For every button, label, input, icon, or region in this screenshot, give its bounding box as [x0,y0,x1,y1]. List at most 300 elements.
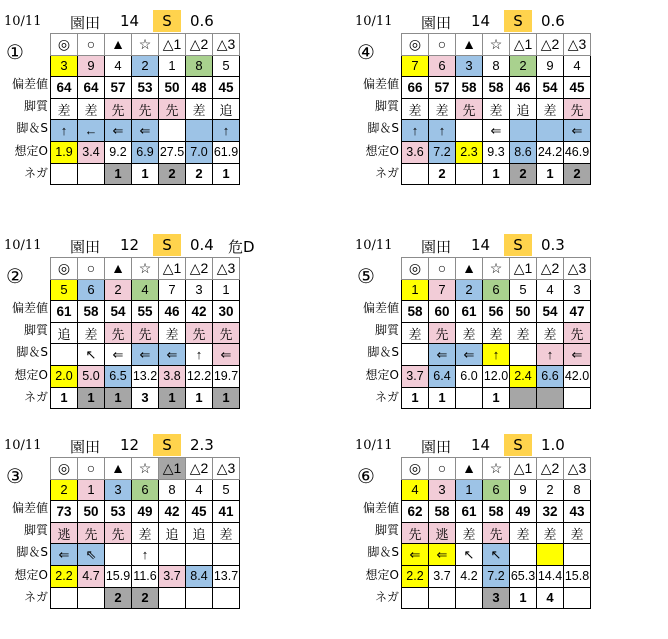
nega-cell [456,587,483,609]
row-label: 想定O [14,367,48,382]
odds-cell: 15.9 [105,565,132,587]
style-cell: 差 [537,522,564,544]
horse-number-cell: 8 [186,55,213,77]
horse-number-cell: 4 [537,279,564,301]
symbol-cell: ○ [429,258,456,280]
style-cell: 差 [510,322,537,344]
horse-number-cell: 5 [51,279,78,301]
table-row [402,120,591,142]
row-label: 脚＆S [16,545,48,560]
odds-cell: 61.9 [213,141,240,163]
symbol-cell: ▲ [105,34,132,56]
deviation-cell: 61 [51,301,78,323]
horse-number-cell: 4 [132,279,159,301]
venue-name: 園田 [421,14,452,32]
horse-number-cell: 6 [78,279,105,301]
odds-cell: 2.2 [51,565,78,587]
row-label: 偏差値 [11,501,48,515]
race-index: ④ [357,40,375,64]
deviation-cell: 50 [510,301,537,323]
horse-number-cell: 3 [564,279,591,301]
deviation-cell: 64 [51,77,78,99]
odds-cell: 8.6 [510,141,537,163]
odds-cell: 9.2 [105,141,132,163]
race-date: 10/11 [355,14,393,29]
style-cell: 差 [537,322,564,344]
horse-number-cell: 5 [213,479,240,501]
style-cell: 差 [564,522,591,544]
nega-cell [78,163,105,185]
nega-cell [78,587,105,609]
horse-number-cell: 9 [537,55,564,77]
table-row [402,458,591,480]
style-cell: 差 [51,98,78,120]
style-cell: 追 [51,322,78,344]
symbol-cell: △1 [510,258,537,280]
table-row [51,98,240,120]
s-badge: S [153,434,181,456]
deviation-cell: 41 [213,501,240,523]
style-cell: 差 [186,98,213,120]
race-header [351,8,651,32]
odds-cell: 8.4 [186,565,213,587]
horse-number-cell: 2 [51,479,78,501]
deviation-cell: 54 [537,301,564,323]
table-row [402,279,591,301]
style-cell: 先 [456,98,483,120]
table-row [51,522,240,544]
table-row [402,322,591,344]
race-date: 10/11 [355,438,393,453]
leg-s-cell: ⇐ [105,344,132,366]
leg-s-cell: ↖ [456,544,483,566]
symbol-cell: ▲ [456,258,483,280]
horse-number-cell: 2 [510,55,537,77]
style-cell: 差 [132,522,159,544]
nega-cell: 1 [78,387,105,409]
leg-s-cell: ⇐ [132,120,159,142]
horse-number-cell: 4 [105,55,132,77]
table-row [402,565,591,587]
horse-number-cell: 1 [159,55,186,77]
row-label: 脚質 [374,323,399,338]
horse-number-cell: 1 [213,279,240,301]
leg-s-cell: ⇐ [132,344,159,366]
leg-s-cell: ↖ [78,344,105,366]
deviation-cell: 57 [105,77,132,99]
table-row [51,501,240,523]
symbol-cell: △3 [213,458,240,480]
symbol-cell: △1 [510,458,537,480]
nega-cell [51,163,78,185]
leg-s-cell [213,544,240,566]
table-row [51,479,240,501]
table-row [51,458,240,480]
nega-cell: 1 [483,163,510,185]
nega-cell: 1 [537,163,564,185]
style-cell: 逃 [51,522,78,544]
s-value: 0.3 [541,236,565,254]
race-number: 12 [120,436,140,454]
nega-cell [186,587,213,609]
table-row [51,322,240,344]
leg-s-cell: ⇐ [564,120,591,142]
nega-cell [402,163,429,185]
row-label: 偏差値 [362,301,399,315]
race-index: ① [6,40,24,64]
nega-cell: 2 [429,163,456,185]
table-row [51,387,240,409]
table-row [402,77,591,99]
nega-cell: 1 [213,163,240,185]
style-cell: 差 [159,322,186,344]
symbol-cell: ☆ [132,458,159,480]
style-cell: 先 [213,322,240,344]
race-number: 12 [120,236,140,254]
row-label: 偏差値 [11,77,48,91]
style-cell: 先 [186,322,213,344]
odds-cell: 1.9 [51,141,78,163]
deviation-cell: 53 [132,77,159,99]
leg-s-cell [537,120,564,142]
s-badge: S [504,434,532,456]
deviation-cell: 55 [132,301,159,323]
table-row [402,34,591,56]
leg-s-cell: ⇐ [51,544,78,566]
table-row [51,279,240,301]
symbol-cell: ○ [429,34,456,56]
odds-cell: 19.7 [213,365,240,387]
symbol-cell: ◎ [402,458,429,480]
horse-number-cell: 3 [51,55,78,77]
symbol-cell: ▲ [456,34,483,56]
leg-s-cell: ↑ [429,120,456,142]
nega-cell [537,387,564,409]
odds-cell: 6.5 [105,365,132,387]
deviation-cell: 58 [483,501,510,523]
venue-name: 園田 [421,238,452,256]
nega-cell: 1 [159,387,186,409]
horse-number-cell: 5 [213,55,240,77]
deviation-cell: 54 [537,77,564,99]
odds-cell: 7.2 [483,565,510,587]
leg-s-cell: ← [78,120,105,142]
nega-cell: 3 [483,587,510,609]
table-row [402,501,591,523]
symbol-cell: △3 [213,258,240,280]
leg-s-cell: ⇐ [483,120,510,142]
nega-cell: 1 [132,163,159,185]
symbol-cell: △1 [510,34,537,56]
odds-cell: 42.0 [564,365,591,387]
deviation-cell: 49 [510,501,537,523]
deviation-cell: 61 [456,301,483,323]
deviation-cell: 50 [159,77,186,99]
symbol-cell: ○ [429,458,456,480]
row-labels [351,497,403,608]
style-cell: 差 [456,322,483,344]
prediction-table [401,257,591,409]
horse-number-cell: 5 [510,279,537,301]
symbol-cell: △2 [186,458,213,480]
leg-s-cell [510,344,537,366]
race-header [0,8,300,32]
table-row [402,587,591,609]
row-labels [351,297,403,408]
s-value: 0.4 [190,236,214,254]
symbol-cell: ☆ [483,258,510,280]
leg-s-cell: ⇐ [456,344,483,366]
deviation-cell: 42 [159,501,186,523]
deviation-cell: 46 [159,301,186,323]
nega-cell [564,387,591,409]
leg-s-cell: ⇐ [213,344,240,366]
row-label: 想定O [14,143,48,158]
deviation-cell: 30 [213,301,240,323]
deviation-cell: 61 [456,501,483,523]
symbol-cell: ▲ [456,458,483,480]
prediction-table [401,33,591,185]
nega-cell: 1 [402,387,429,409]
leg-s-cell [159,120,186,142]
s-badge: S [153,234,181,256]
nega-cell: 2 [564,163,591,185]
leg-s-cell [51,344,78,366]
deviation-cell: 49 [132,501,159,523]
odds-cell: 65.3 [510,565,537,587]
race-header [0,232,300,256]
symbol-cell: ▲ [105,258,132,280]
row-labels [0,497,52,608]
style-cell: 先 [429,322,456,344]
nega-cell: 2 [510,163,537,185]
style-cell: 差 [483,322,510,344]
s-value: 0.6 [541,12,565,30]
leg-s-cell: ↑ [537,344,564,366]
deviation-cell: 58 [78,301,105,323]
table-row [51,55,240,77]
style-cell: 差 [78,98,105,120]
table-row [51,258,240,280]
odds-cell: 3.7 [159,565,186,587]
style-cell: 差 [456,522,483,544]
race-date: 10/11 [4,238,42,253]
table-row [51,301,240,323]
symbol-cell: ◎ [51,458,78,480]
nega-cell: 1 [186,387,213,409]
nega-cell: 1 [105,163,132,185]
deviation-cell: 58 [456,77,483,99]
row-label: 脚＆S [367,121,399,136]
leg-s-cell: ↖ [483,544,510,566]
venue-name: 園田 [70,14,101,32]
style-cell: 差 [483,98,510,120]
row-label: 脚＆S [16,121,48,136]
style-cell: 差 [429,98,456,120]
horse-number-cell: 7 [159,279,186,301]
horse-number-cell: 2 [456,279,483,301]
odds-cell: 6.0 [456,365,483,387]
odds-cell: 7.2 [429,141,456,163]
deviation-cell: 62 [402,501,429,523]
nega-cell: 1 [51,387,78,409]
leg-s-cell: ⇐ [402,544,429,566]
odds-cell: 2.0 [51,365,78,387]
table-row [51,120,240,142]
odds-cell: 3.8 [159,365,186,387]
row-label: 脚質 [374,523,399,538]
leg-s-cell: ⇐ [429,544,456,566]
style-cell: 先 [78,522,105,544]
symbol-cell: ▲ [105,458,132,480]
table-row [51,344,240,366]
race-panel [351,432,651,637]
odds-cell: 3.7 [402,365,429,387]
leg-s-cell: ⇐ [105,120,132,142]
style-cell: 差 [402,98,429,120]
style-cell: 差 [537,98,564,120]
leg-s-cell [537,544,564,566]
deviation-cell: 66 [402,77,429,99]
deviation-cell: 50 [78,501,105,523]
row-label: 脚＆S [16,345,48,360]
style-cell: 先 [132,98,159,120]
leg-s-cell: ↑ [402,120,429,142]
table-row [51,587,240,609]
odds-cell: 9.3 [483,141,510,163]
table-row [402,55,591,77]
symbol-cell: ◎ [51,258,78,280]
race-panel [351,232,651,437]
symbol-cell: △2 [537,258,564,280]
odds-cell: 2.3 [456,141,483,163]
style-cell: 差 [510,522,537,544]
race-panel [0,432,300,637]
odds-cell: 11.6 [132,565,159,587]
nega-cell [429,587,456,609]
nega-cell: 4 [537,587,564,609]
nega-cell: 2 [105,587,132,609]
race-number: 14 [120,12,140,30]
prediction-table [401,457,591,609]
nega-cell: 3 [132,387,159,409]
symbol-cell: △3 [564,34,591,56]
s-badge: S [504,234,532,256]
odds-cell: 13.2 [132,365,159,387]
nega-cell [510,387,537,409]
table-row [402,163,591,185]
row-label: 想定O [365,143,399,158]
row-label: ネガ [23,389,48,404]
deviation-cell: 48 [186,77,213,99]
horse-number-cell: 6 [429,55,456,77]
deviation-cell: 73 [51,501,78,523]
nega-cell [564,587,591,609]
row-label: 想定O [365,567,399,582]
leg-s-cell: ↑ [186,344,213,366]
race-index: ② [6,264,24,288]
nega-cell: 2 [159,163,186,185]
deviation-cell: 57 [429,77,456,99]
leg-s-cell [159,544,186,566]
race-date: 10/11 [4,438,42,453]
s-value: 0.6 [190,12,214,30]
leg-s-cell [510,544,537,566]
horse-number-cell: 1 [456,479,483,501]
deviation-cell: 43 [564,501,591,523]
venue-name: 園田 [70,438,101,456]
style-cell: 先 [105,98,132,120]
row-labels [0,297,52,408]
deviation-cell: 45 [564,77,591,99]
horse-number-cell: 4 [564,55,591,77]
horse-number-cell: 3 [456,55,483,77]
style-cell: 差 [402,322,429,344]
race-index: ⑤ [357,264,375,288]
row-label: 想定O [14,567,48,582]
race-panel [0,8,300,213]
race-header [351,432,651,456]
deviation-cell: 58 [402,301,429,323]
symbol-cell: ☆ [483,34,510,56]
horse-number-cell: 3 [186,279,213,301]
row-labels [351,73,403,184]
symbol-cell: ◎ [402,34,429,56]
table-row [402,479,591,501]
row-label: 脚＆S [367,545,399,560]
odds-cell: 27.5 [159,141,186,163]
symbol-cell: ☆ [483,458,510,480]
leg-s-cell [186,120,213,142]
leg-s-cell [510,120,537,142]
style-cell: 先 [402,522,429,544]
horse-number-cell: 9 [510,479,537,501]
odds-cell: 13.7 [213,565,240,587]
leg-s-cell: ↑ [132,544,159,566]
leg-s-cell [456,120,483,142]
odds-cell: 4.7 [78,565,105,587]
leg-s-cell: ⇐ [159,344,186,366]
nega-cell [213,587,240,609]
symbol-cell: ☆ [132,34,159,56]
leg-s-cell: ↑ [51,120,78,142]
deviation-cell: 42 [186,301,213,323]
deviation-cell: 46 [510,77,537,99]
horse-number-cell: 8 [564,479,591,501]
table-row [51,544,240,566]
table-row [51,141,240,163]
race-number: 14 [471,236,491,254]
style-cell: 差 [213,522,240,544]
odds-cell: 4.2 [456,565,483,587]
row-label: 偏差値 [11,301,48,315]
horse-number-cell: 3 [105,479,132,501]
horse-number-cell: 4 [402,479,429,501]
horse-number-cell: 8 [159,479,186,501]
race-panel [351,8,651,213]
symbol-cell: ○ [78,258,105,280]
table-row [51,163,240,185]
style-cell: 逃 [429,522,456,544]
style-cell: 先 [159,98,186,120]
row-label: ネガ [374,165,399,180]
table-row [402,344,591,366]
symbol-cell: △2 [186,34,213,56]
odds-cell: 3.7 [429,565,456,587]
row-label: 脚＆S [367,345,399,360]
table-row [402,141,591,163]
race-panel [0,232,300,437]
